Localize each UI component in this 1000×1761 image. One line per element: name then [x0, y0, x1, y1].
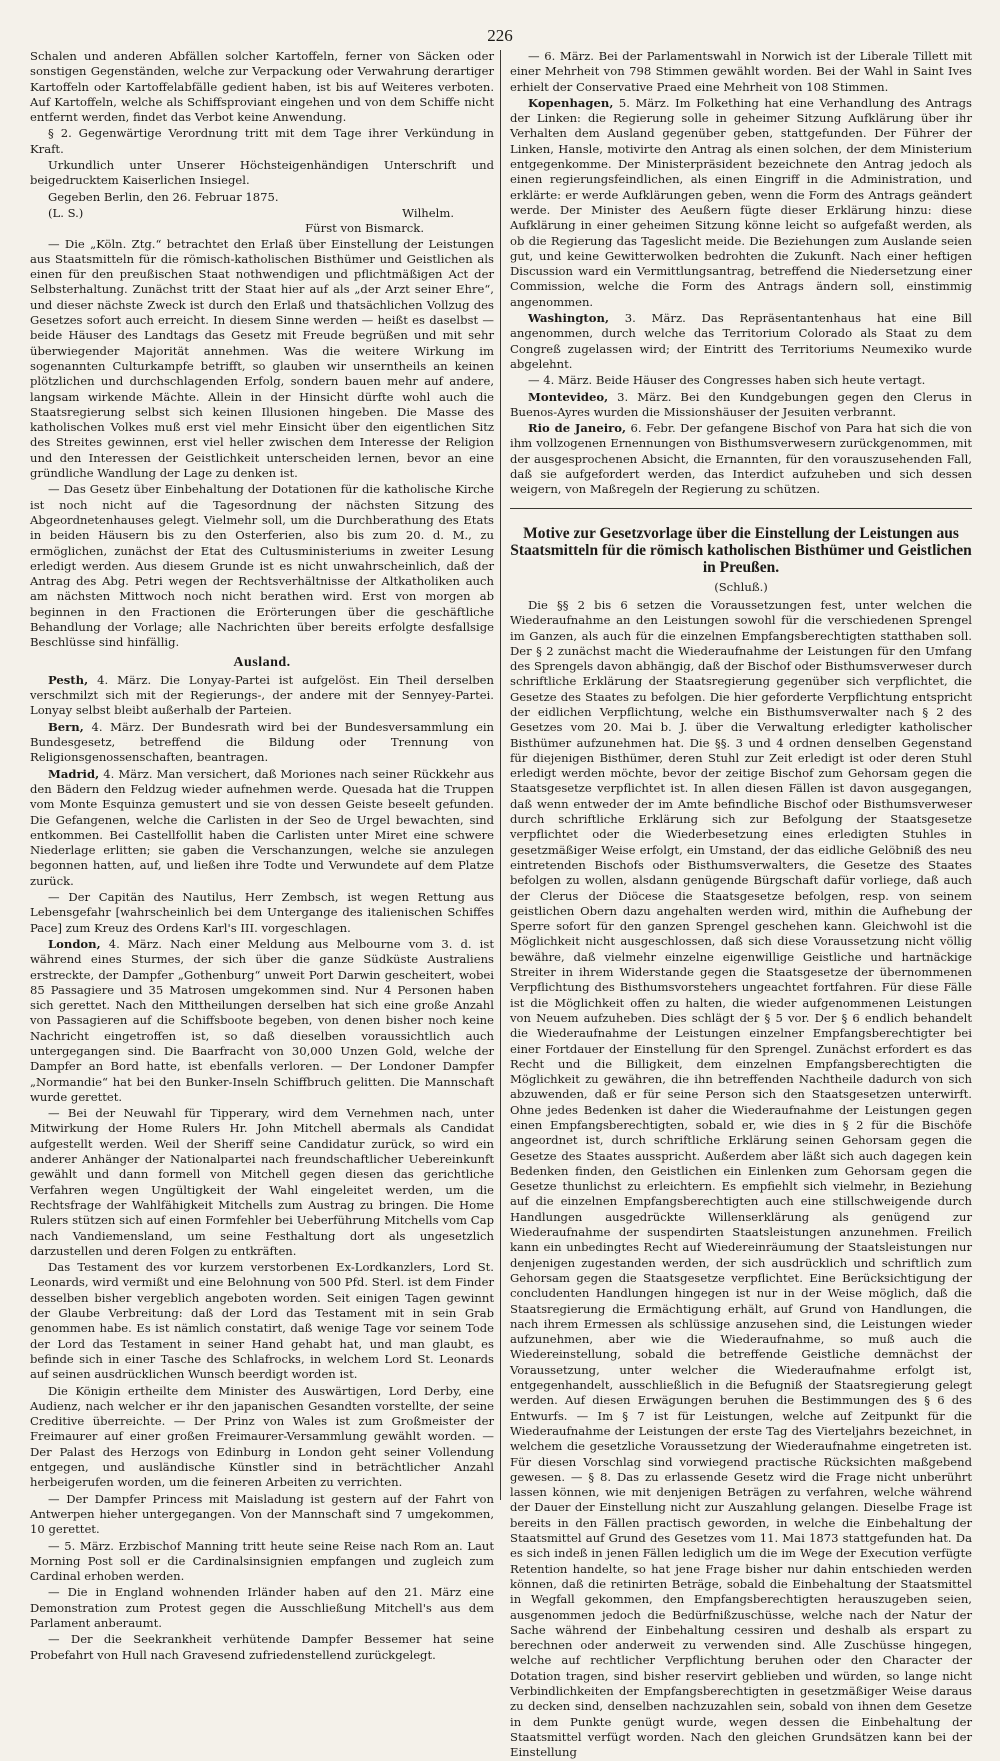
section-rule	[510, 508, 972, 509]
countersignature: Fürst von Bismarck.	[305, 221, 424, 236]
seal-mark: (L. S.)	[48, 205, 84, 220]
dateline-place: Bern,	[48, 719, 84, 734]
news-item-irlaender: — Die in England wohnenden Irländer haben auf den 21. März eine Demonstration zum Protest gegen die Ausschließung Mitchell's aus dem Parlament anberaumt.	[30, 1585, 494, 1630]
signature-block	[30, 206, 494, 221]
news-text: 4. März. Nach einer Meldung aus Melbourne vom 3. d. ist während eines Sturmes, der sich über die ganze Südküste Australiens erstreckte, der Dampfer „Gothenburg“ unweit Port Darwin gescheitert, wobei 85 Passagiere und 35 Matrosen umgekommen sind. Nur 4 Personen haben sich gerettet. Nach den Mittheilungen derselben hat sich eine große Anzahl von Passagieren auf die Schiffsboote begeben, von denen bisher noch keine Nachricht eingetroffen ist, so daß dieselben voraussichtlich auch untergegangen sind. Die Baarfracht von 30,000 Unzen Gold, welche der Dampfer an Bord hatte, ist ebenfalls verloren. — Der Londoner Dampfer „Normandie“ hat bei den Bunker-Inseln Schiffbruch gelitten. Die Mannschaft wurde gerettet.	[30, 936, 494, 1104]
news-item-capitan: — Der Capitän des Nautilus, Herr Zembsch, ist wegen Rettung aus Lebensgefahr [wahrscheinlich bei dem Untergange des italienischen Schiffes Pace] zum Kreuz des Ordens Karl's III. vorgeschlagen.	[30, 890, 494, 935]
news-item-norwich: — 6. März. Bei der Parlamentswahl in Norwich ist der Liberale Tillett mit einer Mehrheit von 798 Stimmen gewählt worden. Bei der Wahl in Saint Ives erhielt der Conservative Praed eine Mehrheit von 108 Stimmen.	[510, 49, 972, 94]
news-text: 3. März. Das Repräsentantenhaus hat eine Bill angenommen, durch welche das Territorium Colorado als Staat zu dem Congreß zugelassen wird; der Eintritt des Territoriums Neumexiko wurde abgelehnt.	[510, 311, 973, 371]
page-number: 226	[487, 26, 513, 45]
paragraph-section-2: § 2. Gegenwärtige Verordnung tritt mit dem Tage ihrer Verkündung in Kraft.	[30, 126, 494, 156]
dateline-place: Montevideo,	[528, 389, 609, 404]
paragraph-kartoffel-verbot: Schalen und anderen Abfällen solcher Kartoffeln, ferner von Säcken oder sonstigen Gegenständen, welche zur Verpackung oder Verwahrung derartiger Kartoffeln oder Kartoffelabfälle gedient haben, ist bis auf Weiteres verboten. Auf Kartoffeln, welche als Schiffsproviant eingehen und von dem Schiffe nicht entfernt werden, findet das Verbot keine Anwendung.	[30, 49, 494, 125]
news-item-bern	[30, 720, 494, 766]
news-item-london	[30, 937, 494, 1105]
news-item-bessemer: — Der die Seekrankheit verhütende Dampfer Bessemer hat seine Probefahrt von Hull nach Gravesend zufriedenstellend zurückgelegt.	[30, 1632, 494, 1662]
news-item-pesth	[30, 673, 494, 719]
news-text: 4. März. Die Lonyay-Partei ist aufgelöst. Ein Theil derselben verschmilzt sich mit der Regierungs-, der andere mit der Sennyey-Partei. Lonyay selbst bleibt außerhalb der Parteien.	[30, 672, 495, 718]
news-item-koenigin: Die Königin ertheilte dem Minister des Auswärtigen, Lord Derby, eine Audienz, nach welcher er ihr den japanischen Gesandten vorstellte, der seine Creditive überreichte. — Der Prinz von Wales ist zum Großmeister der Freimaurer auf einer großen Freimaurer-Versammlung gewählt worden. — Der Palast des Herzogs von Edinburg in London geht seiner Vollendung entgegen, und ausländische Künstler sind in beträchtlicher Anzahl herbeigerufen worden, um die feineren Arbeiten zu verrichten.	[30, 1383, 494, 1490]
dateline-place: Pesth,	[48, 672, 89, 687]
news-text: 4. März. Man versichert, daß Moriones nach seiner Rückkehr aus den Bädern den Feldzug wieder aufnehmen werde. Quesada hat die Truppen vom Monte Esquinza gemustert und sie von dessen Geiste beseelt gefunden. Die Gefangenen, welche die Carlisten in der Seo de Urgel bewachten, sind entkommen. Bei Castellfollit haben die Carlisten unter Miret eine schwere Niederlage erlitten; sie gaben die Verschanzungen, welche sie anzulegen begonnen hatten, auf, und ließen ihre Todte und Verwundete auf dem Platze zurück.	[30, 766, 494, 888]
news-item-washington	[510, 311, 972, 372]
news-item-congress: — 4. März. Beide Häuser des Congresses haben sich heute vertagt.	[528, 373, 926, 388]
article-title-motive: Motive zur Gesetzvorlage über die Einstellung der Leistungen aus Staatsmitteln für die römisch katholischen Bisthümer und Geistlichen in Preußen.	[510, 524, 972, 576]
right-column	[510, 49, 972, 1761]
paragraph-gegeben: Gegeben Berlin, den 26. Februar 1875.	[48, 189, 279, 204]
section-heading-ausland: Ausland.	[233, 654, 291, 670]
news-item-princess: — Der Dampfer Princess mit Maisladung ist gestern auf der Fahrt von Antwerpen hieher untergegangen. Von der Mannschaft sind 7 umgekommen, 10 gerettet.	[30, 1491, 494, 1537]
news-text: 5. März. Im Folkething hat eine Verhandlung des Antrags der Linken: die Regierung solle in geheimer Sitzung Aufklärung über ihr Verhalten dem Ausland gegenüber geben, stattgefunden. Der Führer der Linken, Hansle, motivirte den Antrag als einen solchen, der dem Ministerium entgegenkomme. Der Ministerpräsident bezeichnete den Antrag jedoch als einen regierungsfeindlichen, als einen Eingriff in die Administration, und erklärte: er werde Aufklärungen geben, wenn die Form des Antrags geändert werde. Der Minister des Aeußern fügte dieser Erklärung hinzu: diese Aufklärung in einer geheimen Sitzung könne leicht so aufgefaßt werden, als ob die Regierung das Tageslicht meide. Die Beziehungen zum Auslande seien gut, und keine Gewitterwolken bedrohten die Zukunft. Nach einer heftigen Discussion ward ein Vermittlungsantrag, betreffend die Niedersetzung einer Commission, welche die Form des Antrags ändern soll, einstimmig angenommen.	[510, 95, 972, 309]
news-text: 6. Febr. Der gefangene Bischof von Para hat sich die von ihm vollzogenen Ernennungen von Bisthumsverwesern zurückgenommen, mit der ausgesprochenen Absicht, die Ernannten, für den vorauszusehenden Fall, daß sie aufgefordert werden, das Interdict aufzuheben und sich dessen weigern, von Maßregeln der Regierung zu schützen.	[510, 421, 972, 497]
news-text: 3. März. Bei den Kundgebungen gegen den Clerus in Buenos-Ayres wurden die Missionshäuser der Jesuiten verbrannt.	[510, 389, 972, 419]
news-item-montevideo	[510, 390, 972, 421]
news-item-kopenhagen	[510, 96, 972, 310]
paragraph-dotationen: — Das Gesetz über Einbehaltung der Dotationen für die katholische Kirche ist noch nicht auf die Tagesordnung der nächsten Sitzung des Abgeordnetenhauses gelegt. Vielmehr soll, um die Durchberathung des Etats in beiden Häusern bis zu den Osterferien, also bis zum 20. d. M., zu ermöglichen, zunächst der Etat des Cultusministeriums in zweiter Lesung erledigt werden. Aus diesem Grunde ist es nicht unwahrscheinlich, daß der Antrag des Abg. Petri wegen der Rechtsverhältnisse der Altkatholiken auch am nächsten Mittwoch noch nicht berathen wird. Erst von morgen ab beginnen in den Fractionen die Erörterungen über die geschäftliche Behandlung der Vorlage; alle Nachrichten über bereits erfolgte desfallsige Beschlüsse sind hinfällig.	[30, 482, 494, 650]
news-item-manning: — 5. März. Erzbischof Manning tritt heute seine Reise nach Rom an. Laut Morning Post soll er die Cardinalsinsignien empfangen und zugleich zum Cardinal erhoben werden.	[30, 1538, 494, 1584]
dateline-place: Kopenhagen,	[528, 95, 614, 110]
news-item-rio	[510, 421, 972, 497]
article-body-motive: Die §§ 2 bis 6 setzen die Voraussetzungen fest, unter welchen die Wiederaufnahme an den Leistungen sowohl für die verschiedenen Sprengel im Ganzen, als auch für die einzelnen Empfangsberechtigten statthaben soll. Der § 2 zunächst macht die Wiederaufnahme der Leistungen für den Umfang des Sprengels davon abhängig, daß der Bischof oder Bisthumsverweser durch schriftliche Erklärung der Staatsregierung gegenüber sich verpflichtet, die Gesetze des Staates zu befolgen. Die hier geforderte Verpflichtung entspricht der eidlichen Verpflichtung, welche ein Bisthumsverwalter nach § 2 des Gesetzes vom 20. Mai b. J. über die Verwaltung erledigter katholischer Bisthümer aufzunehmen hat. Die §§. 3 und 4 ordnen denselben Gegenstand für diejenigen Bisthümer, deren Stuhl zur Zeit erledigt ist oder deren Stuhl erledigt werden möchte, bevor der zeitige Bischof zum Gehorsam gegen die Staatsgesetze verpflichtet ist. In allen diesen Fällen ist davon ausgegangen, daß wenn entweder der im Amte befindliche Bischof oder Bisthumsverweser durch schriftliche Erklärung sich zur Befolgung der Staatsgesetze verpflichtet oder die Wiederbesetzung eines erledigten Stuhles in gesetzmäßiger Weise erfolgt, ein Umstand, der das eidliche Gelöbniß des neu eintretenden Bischofs oder Bisthumsverwalters, die Gesetze des Staates befolgen zu wollen, alsdann genügende Bürgschaft dafür vorliege, daß auch der Clerus der Diöcese die Staatsgesetze befolgen, resp. von seinem geistlichen Obern dazu angehalten werden wird, mithin die Aufhebung der Sperre sofort für den ganzen Sprengel geschehen kann. Gleichwohl ist die Möglichkeit nicht ausgeschlossen, daß sich diese Voraussetzung nicht völlig bewähre, daß vielmehr einzelne eigenwillige Geistliche und hartnäckige Streiter in ihrem Widerstande gegen die Staatsgesetze der übernommenen Verpflichtung des Bisthumsvorstehers ungeachtet fortfahren. Für diese Fälle ist die Möglichkeit offen zu halten, die wieder aufgenommenen Leistungen von Neuem aufzuheben. Dies schlägt der § 5 vor. Der § 6 endlich behandelt die Wiederaufnahme der Leistungen einzelner Empfangsberechtigter bei einer Fortdauer der Einstellung für den Sprengel. Zunächst erfordert es das Recht und die Billigkeit, dem einzelnen Empfangsberechtigten die Möglichkeit zu gewähren, die ihn betreffenden Nachtheile dadurch von sich abzuwenden, daß er für seine Person sich den Staatsgesetzen unterwirft. Ohne jedes Bedenken ist daher die Wiederaufnahme der Leistungen gegen einen Empfangsberechtigten, sobald er, wie dies in § 2 für die Bischöfe angeordnet ist, durch schriftliche Erklärung seinen Gehorsam gegen die Gesetze des Staates ausspricht. Außerdem aber läßt sich auch dagegen kein Bedenken finden, den Geistlichen ein Einlenken zum Gehorsam gegen die Gesetze thunlichst zu erleichtern. Es empfiehlt sich vielmehr, in Beziehung auf die einzelnen Empfangsberechtigten auch eine stillschweigende durch Handlungen ausgedrückte Willenserklärung als genügend zur Wiederaufnahme der suspendirten Staatsleistungen anzunehmen. Freilich kann ein unbedingtes Recht auf Wiedereinräumung der Staatsleistungen nur denjenigen zugestanden werden, der sich ausdrücklich und schriftlich zum Gehorsam gegen die Staatsgesetze verpflichtet. Eine Berücksichtigung der concludenten Handlungen hingegen ist nur in der Weise möglich, daß die Staatsregierung die Ermächtigung erhält, auf Grund von Handlungen, die nach ihrem Ermessen als schlüssige anzusehen sind, die Leistungen wieder aufzunehmen, aber wie die Wiederaufnahme, so muß auch die Wiedereinstellung, sobald die betreffende Geistliche demnächst der Voraussetzung, unter welcher die Wiederaufnahme erfolgt ist, entgegenhandelt, ausschließlich in die Befugniß der Staatsregierung gelegt werden. Auf diesen Erwägungen beruhen die Bestimmungen des § 6 des Entwurfs. — Im § 7 ist für Leistungen, welche auf Zeitpunkt für die Wiederaufnahme der Leistungen der erste Tag des Vierteljahrs bezeichnet, in welchem die gesetzliche Voraussetzung der Wiederaufnahme eingetreten ist. Für diesen Vorschlag sind vorwiegend practische Rücksichten maßgebend gewesen. — § 8. Das zu erlassende Gesetz wird die Frage nicht unberührt lassen können, wie mit denjenigen Beträgen zu verfahren, welche während der Dauer der Einstellung nicht zur Auszahlung gelangen. Dieselbe Frage ist bereits in den Fällen practisch geworden, in welche die Einbehaltung der Staatsmittel auf Grund des Gesetzes vom 11. Mai 1873 stattgefunden hat. Da es sich indeß in jenen Fällen lediglich um die im Wege der Execution verfügte Retention handelte, so hat jene Frage bisher nur dahin entschieden werden können, daß die retinirten Beträge, sobald die Einbehaltung der Staatsmittel in Wegfall gekommen, den Empfangsberechtigten herauszugeben seien, ausgenommen jedoch die Bedürfnißzuschüsse, welche nach der Natur der Sache während der Einbehaltung cessiren und deshalb als erspart zu berechnen oder anderweit zu verwenden sind. Alle Zuschüsse hingegen, welche auf rechtlicher Verpflichtung beruhen oder den Character der Dotation tragen, sind bisher reservirt geblieben und würden, so lange nicht Verbindlichkeiten der Empfangsberechtigten in gesetzmäßiger Weise daraus zu decken sind, denselben nachzuzahlen sein, sobald von ihnen dem Gesetze in dem Punkte genügt wurde, wegen dessen die Einbehaltung der Staatsmittel verfügt worden. Nach den gleichen Grundsätzen kann bei der Einstellung	[510, 597, 972, 1760]
article-continuation-note: (Schluß.)	[714, 579, 768, 594]
dateline-place: Washington,	[528, 311, 609, 326]
news-item-testament: Das Testament des vor kurzem verstorbenen Ex-Lordkanzlers, Lord St. Leonards, wird vermißt und eine Belohnung von 500 Pfd. Sterl. ist dem Finder desselben bisher vergeblich angeboten worden. Seit einigen Tagen gewinnt der Glaube Verbreitung: daß der Lord das Testament mit in sein Grab genommen habe. Es ist nämlich constatirt, daß wenige Tage vor seinem Tode der Lord das Testament in seiner Hand gehabt hat, und man glaubt, es befinde sich in einer Tasche des Schlafrocks, in welchem Lord St. Leonards auf seinen ausdrücklichen Wunsch beerdigt worden ist.	[30, 1260, 494, 1382]
column-divider	[500, 50, 501, 1500]
paragraph-urkundlich: Urkundlich unter Unserer Höchsteigenhändigen Unterschrift und beigedrucktem Kaiserlichen Insiegel.	[30, 158, 494, 188]
dateline-place: Rio de Janeiro,	[528, 421, 627, 436]
signature-name: Wilhelm.	[402, 205, 454, 220]
news-item-tipperary: — Bei der Neuwahl für Tipperary, wird dem Vernehmen nach, unter Mitwirkung der Home Rulers Hr. John Mitchell abermals als Candidat aufgestellt werden. Weil der Sheriff seine Candidatur zurück, so wird ein anderer Anhänger der Nationalpartei nach freundschaftlicher Uebereinkunft gewählt und dann formell von Mitchell gegen diesen das gerichtliche Verfahren wegen Ungültigkeit der Wahl eingeleitet werden, um die Rechtsfrage der Wahlfähigkeit Mitchells zum Austrag zu bringen. Die Home Rulers stützen sich auf einen Formfehler bei Ueberführung Mitchells vom Cap nach Vandiemensland, um seine Festhaltung dort als ungesetzlich darzustellen und deren Folgen zu entkräften.	[30, 1106, 494, 1258]
news-text: 4. März. Der Bundesrath wird bei der Bundesversammlung ein Bundesgesetz, betreffend die Bildung oder Trennung von Religionsgenossenschaften, beantragen.	[30, 719, 494, 765]
news-item-madrid	[30, 767, 494, 889]
dateline-place: London,	[48, 936, 101, 951]
left-column	[30, 49, 494, 1664]
paragraph-koeln-ztg: — Die „Köln. Ztg.“ betrachtet den Erlaß über Einstellung der Leistungen aus Staatsmitteln für die römisch-katholischen Bisthümer und Geistlichen als einen für den preußischen Staat nothwendigen und pflichtmäßigen Act der Selbsterhaltung. Zunächst tritt der Staat hier auf als „der Arzt seiner Ehre“, und dieser nächste Zweck ist durch den Erlaß und thatsächlichen Vollzug des Gesetzes sofort auch erreicht. In diesem Sinne werden — heißt es daselbst — beide Häuser des Landtags das Gesetz mit Freude begrüßen und mit sehr überwiegender Majorität annehmen. Was die weitere Wirkung im sogenannten Culturkampfe betrifft, so glauben wir unserntheils an keinen plötzlichen und durchschlagenden Erfolg, sondern bauen mehr auf andere, langsam wirkende Mächte. Allein in der Hinsicht dürfte wohl auch die Staatsregierung selbst sich keinen Illusionen hingeben. Die Masse des katholischen Volkes muß erst viel mehr Einsicht über den eigentlichen Sitz des Streites gewinnen, erst viel heller zwischen dem Interesse der Religion und den Interessen der Geistlichkeit unterscheiden lernen, bevor an eine gründliche Wandlung der Lage zu denken ist.	[30, 236, 494, 481]
dateline-place: Madrid,	[48, 766, 100, 781]
